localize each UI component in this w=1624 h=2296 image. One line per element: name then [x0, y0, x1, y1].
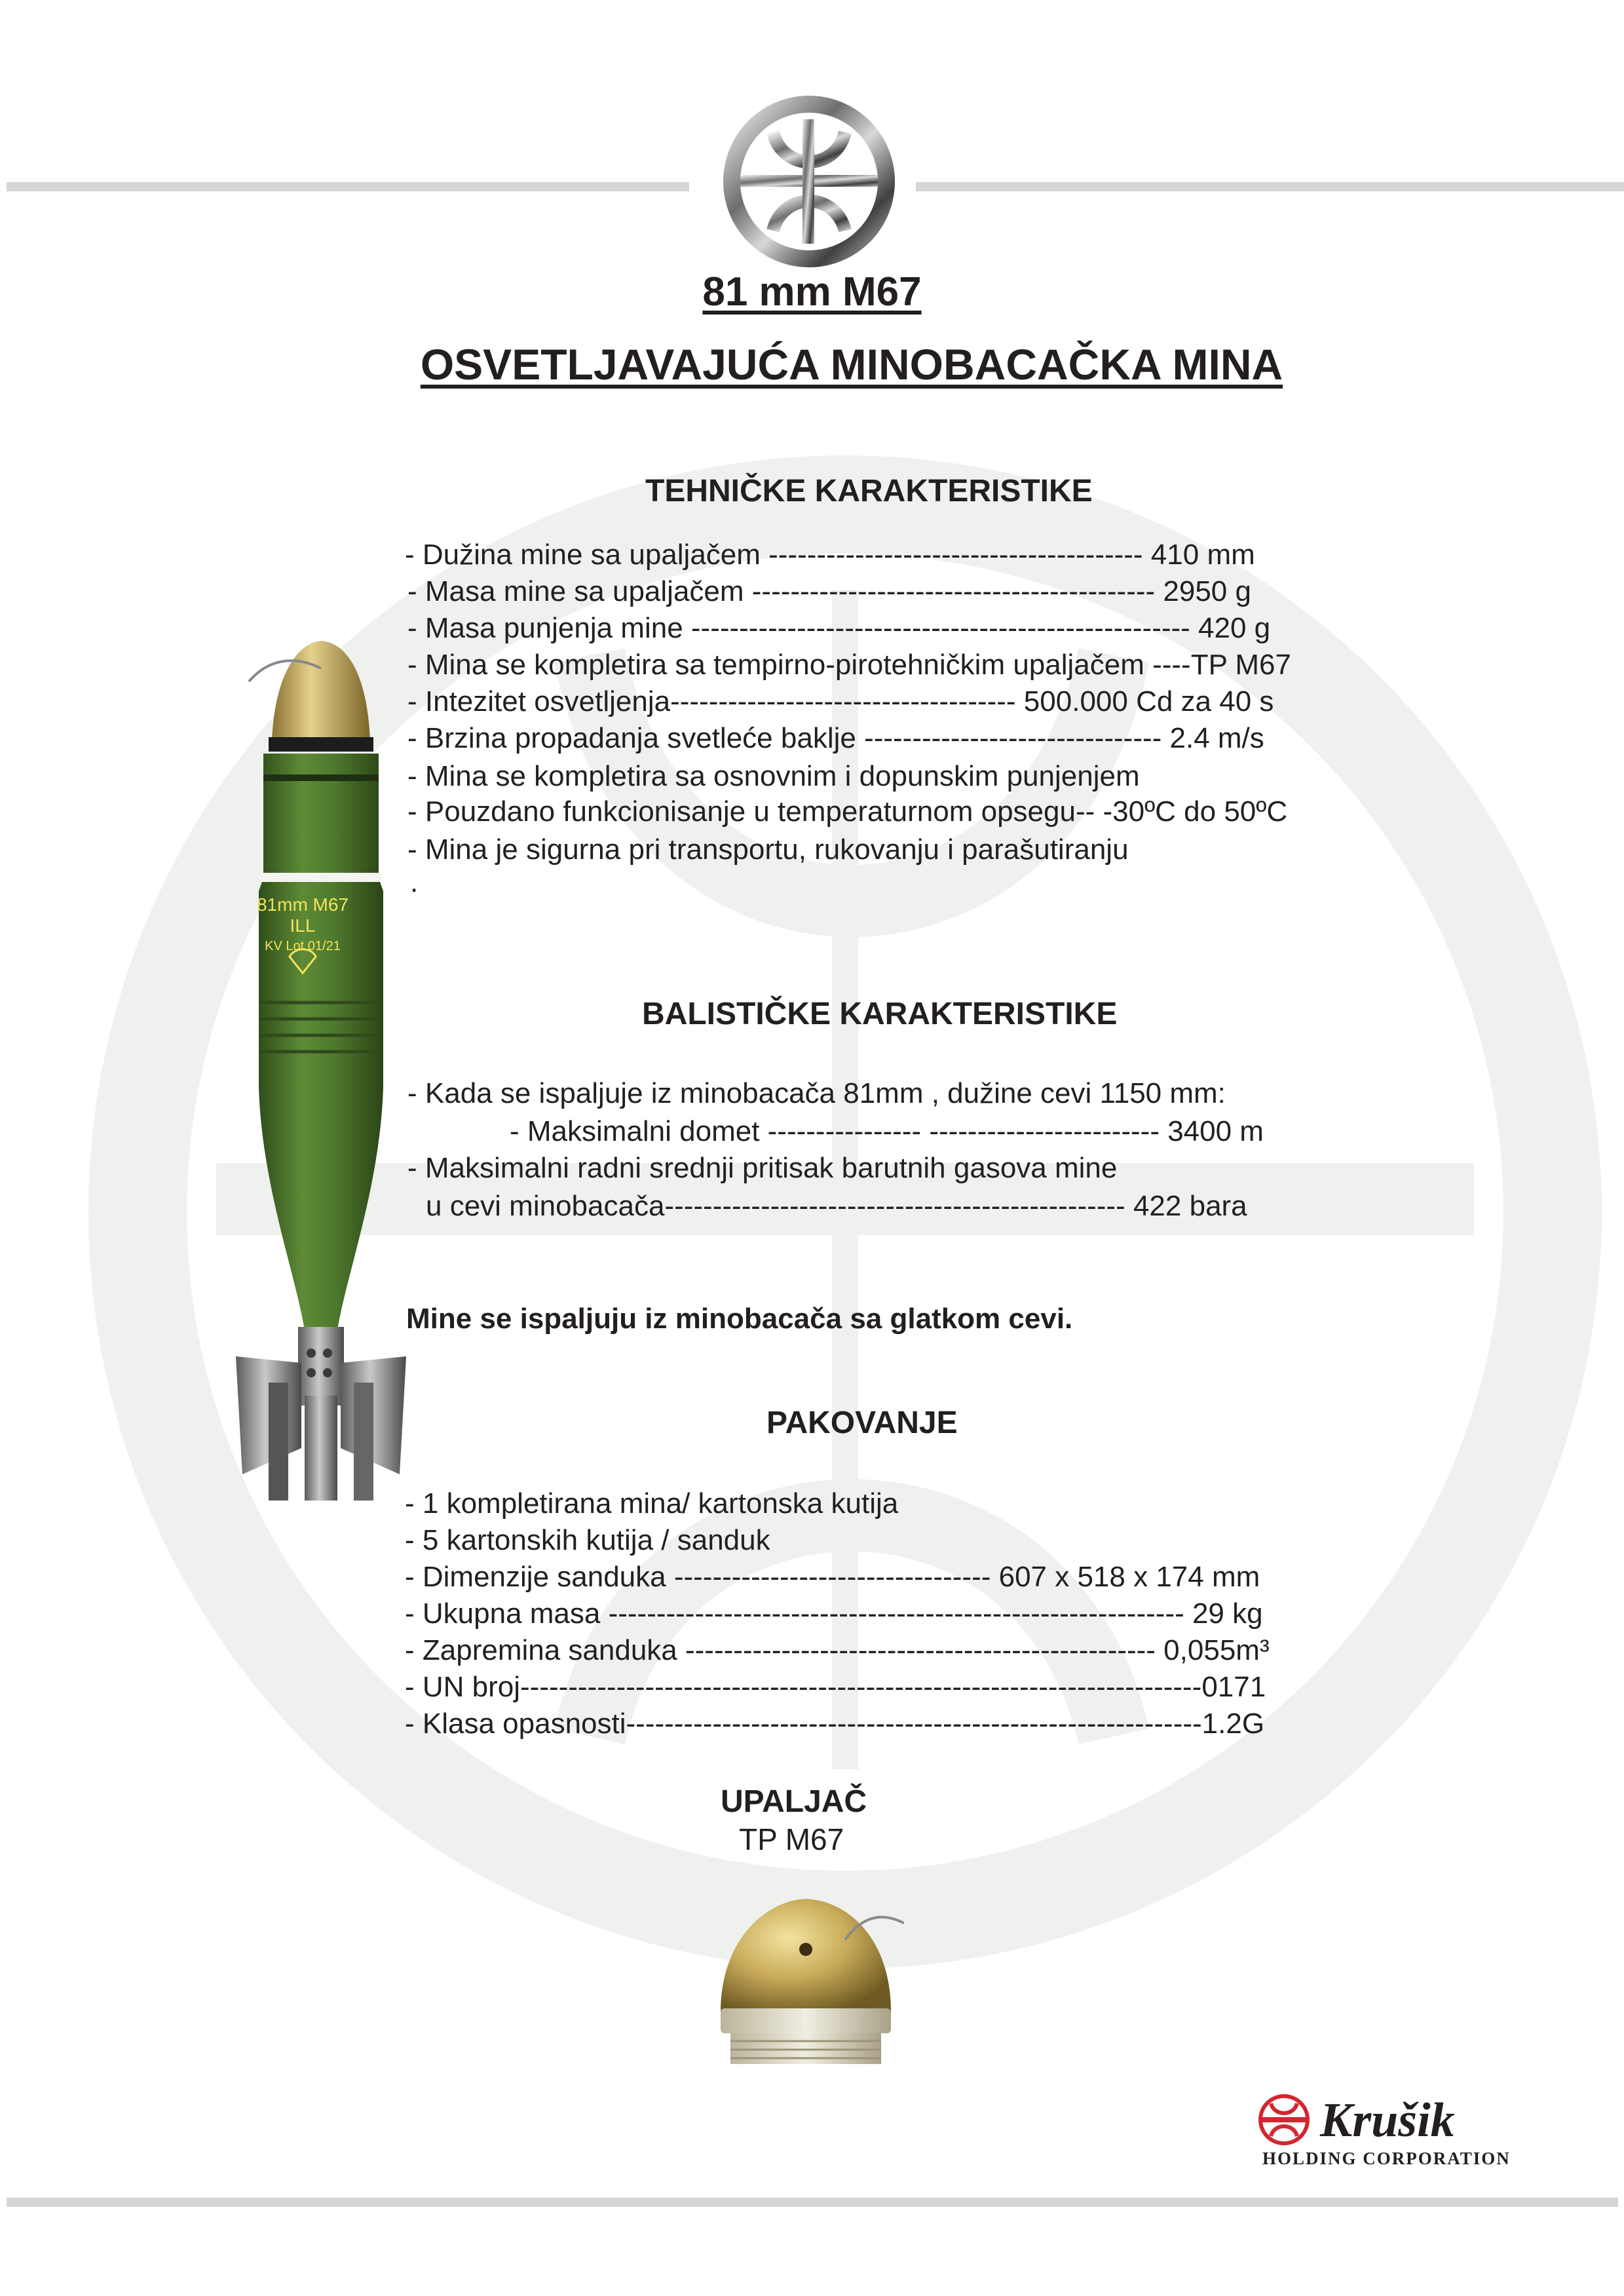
shell-marking-model: 81mm M67	[256, 894, 349, 915]
packaging-line: - Ukupna masa ------------------------------------------------------------ 29 kg	[405, 1598, 1263, 1630]
brand-wordmark: Krušik	[1320, 2094, 1455, 2147]
tech-line: - Masa punjenja mine ---------------------------------------------------- 420 g	[407, 612, 1271, 644]
tech-line: - Masa mine sa upaljačem ------------------------------------------ 2950 g	[407, 575, 1251, 607]
packaging-line: - Zapremina sanduka ------------------------------------------------- 0,055m³	[405, 1634, 1270, 1666]
top-rule-right	[916, 182, 1624, 191]
packaging-line: - UN broj-----------------------------------------------------------------------0171	[405, 1671, 1266, 1703]
packaging-line: - 1 kompletirana mina/ kartonska kutija	[405, 1487, 899, 1520]
model-title: 81 mm M67	[702, 269, 922, 315]
mortar-shell-image	[223, 629, 419, 1540]
ballistic-line: - Maksimalni radni srednji pritisak barutnih gasova mine	[407, 1152, 1118, 1184]
packaging-heading: PAKOVANJE	[766, 1406, 958, 1440]
fuze-image	[708, 1887, 904, 2084]
ballistic-heading: BALISTIČKE KARAKTERISTIKE	[642, 997, 1118, 1031]
tech-line: - Mina se kompletira sa osnovnim i dopunskim punjenjem	[407, 760, 1140, 792]
tech-line: - Mina se kompletira sa tempirno-pirotehničkim upaljačem ----TP M67	[407, 649, 1291, 681]
tech-line: - Intezitet osvetljenja------------------------------------ 500.000 Cd za 40 s	[407, 685, 1274, 718]
shell-marking-type: ILL	[290, 915, 316, 936]
ballistic-line: - Kada se ispaljuje iz minobacača 81mm , dužine cevi 1150 mm:	[407, 1077, 1226, 1109]
tech-heading: TEHNIČKE KARAKTERISTIKE	[645, 474, 1093, 508]
tech-line: - Dužina mine sa upaljačem --------------------------------------- 410 mm	[405, 539, 1255, 571]
top-rule-left	[7, 182, 689, 191]
fuze-model: TP M67	[739, 1822, 844, 1856]
packaging-line: - Dimenzije sanduka --------------------------------- 607 x 518 x 174 mm	[405, 1561, 1260, 1593]
tech-line: - Pouzdano funkcionisanje u temperaturnom opsegu-- -30ºC do 50ºC	[407, 795, 1288, 828]
ballistic-line: - Maksimalni domet ---------------- ------------------------ 3400 m	[510, 1115, 1264, 1147]
shell-marking-lot: KV Lot 01/21	[265, 939, 341, 953]
krusik-logo	[1255, 2087, 1523, 2172]
bottom-rule	[7, 2198, 1618, 2207]
brand-subtitle: HOLDING CORPORATION	[1262, 2149, 1511, 2168]
packaging-line: - 5 kartonskih kutija / sanduk	[405, 1524, 770, 1556]
product-title: OSVETLJAVAJUĆA MINOBACAČKA MINA	[420, 340, 1283, 389]
tech-line: - Mina je sigurna pri transportu, rukovanju i parašutiranju	[407, 833, 1129, 866]
tech-line: .	[410, 866, 419, 898]
ballistic-line: u cevi minobacača------------------------------------------------ 422 bara	[426, 1190, 1247, 1222]
fuze-heading: UPALJAČ	[721, 1784, 867, 1819]
tech-line: - Brzina propadanja svetleće baklje ------------------------------- 2.4 m/s	[407, 722, 1264, 754]
company-emblem-logo	[721, 93, 897, 270]
packaging-line: - Klasa opasnosti------------------------------------------------------------1.2G	[405, 1708, 1265, 1740]
smooth-bore-note: Mine se ispaljuju iz minobacača sa glatkom cevi.	[406, 1303, 1073, 1335]
